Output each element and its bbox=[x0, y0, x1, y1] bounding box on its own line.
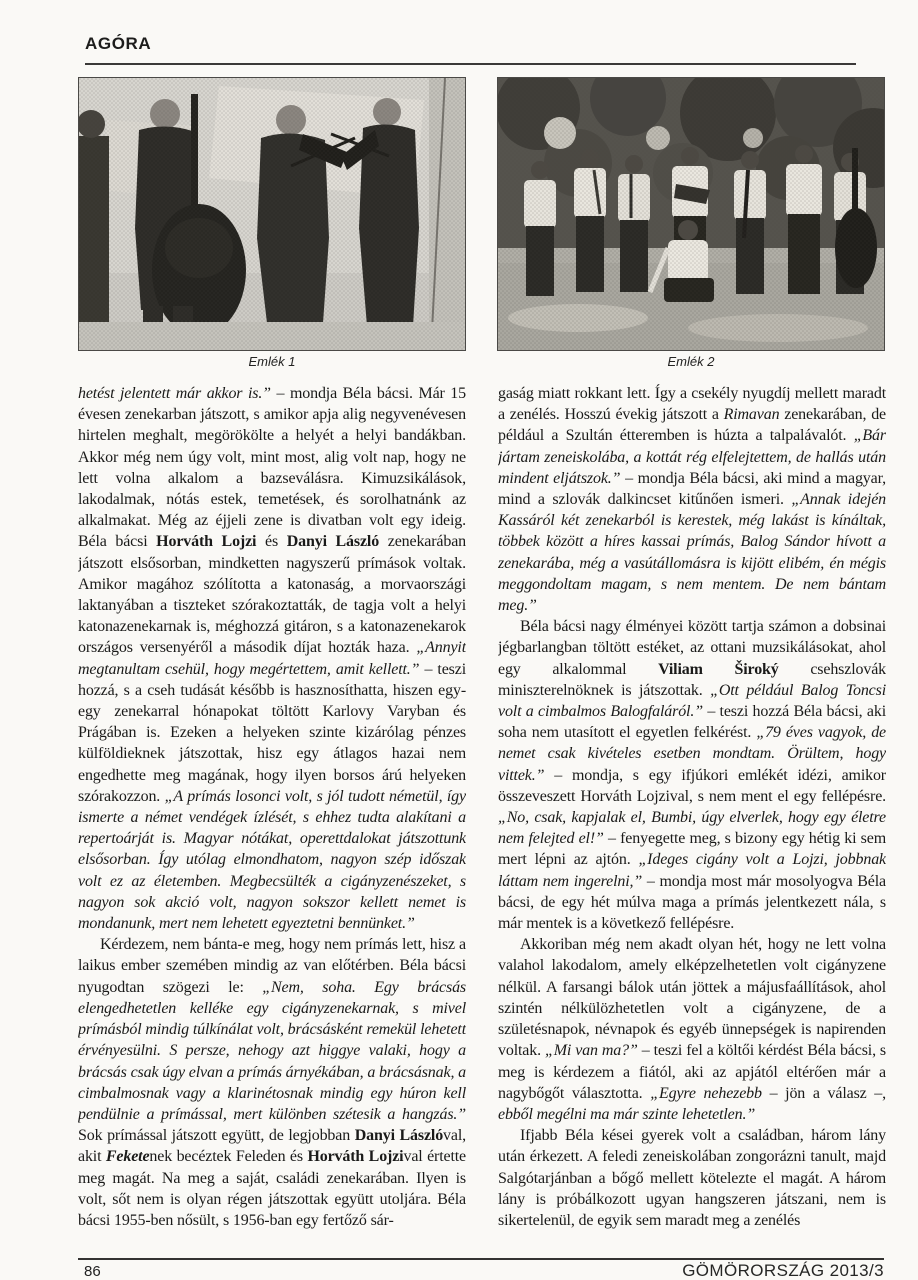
text-segment: val értette meg magát. Na meg a saját, családi zenekarában. Ilyen is volt, sőt nem is olyan régen játszottak együtt utoljára. Béla bácsi 1955-ben nősült, s 1956-ban egy fertőző sár- bbox=[78, 1148, 466, 1229]
text-segment: – fenyegette meg, s bizony egy hétig ki sem mert lépni az ajtón. bbox=[498, 830, 886, 869]
text-segment: Viliam Široký bbox=[658, 660, 779, 678]
text-segment: gaság miatt rokkant lett. Így a csekély nyugdíj mellett maradt a zenélés. Hosszú évekig játszott a bbox=[498, 385, 886, 424]
text-segment: Danyi László bbox=[286, 533, 380, 551]
text-segment: nek becéztek Feleden és bbox=[149, 1148, 308, 1166]
text-segment: Fekete bbox=[105, 1148, 150, 1166]
text-segment: „Ott például Balog Toncsi volt a cimbalmos Balogfaláról.” bbox=[498, 681, 886, 721]
article-body bbox=[78, 383, 886, 1259]
paragraph bbox=[498, 1125, 886, 1231]
text-segment: „Egyre nehezebb bbox=[650, 1084, 762, 1102]
text-segment: „Annyit megtanultam csehül, hogy megértettem, amit kellett.” bbox=[78, 639, 466, 678]
paragraph bbox=[78, 934, 466, 1231]
paragraph bbox=[78, 383, 466, 934]
text-segment: „Nem, soha. Egy brácsás elengedhetetlen kelléke egy cigányzenekarnak, s mivel prímásból mindig túlkínálat volt, brácsásként remekül lehetett érvényesülni. S persze, nehogy azt higgye valaki, hogy a brácsás csak úgy elvan a prímás árnyékában, a brácsásnak, a cimbalmosnak vagy a klarinétosnak mindig egy húron kell pendülnie a prímással, mert különben szétesik a hangzás.” bbox=[78, 978, 466, 1123]
text-segment: Horváth Lojzi bbox=[156, 533, 257, 551]
page-number: 86 bbox=[84, 1263, 101, 1280]
text-segment: – jön a válasz –, bbox=[761, 1084, 886, 1102]
paragraph bbox=[498, 616, 886, 934]
header-rule bbox=[85, 63, 856, 65]
text-segment: – mondja Béla bácsi, aki mind a magyar, mind a szlovák dalkincset kitűnően ismeri. bbox=[498, 469, 886, 509]
photo-figure-2 bbox=[497, 77, 885, 369]
photo-figure-1 bbox=[78, 77, 466, 369]
text-segment: – teszi fel a költői kérdést Béla bácsi, s meg is kérdezem a fiától, aki az apjától eltérően már a nagybőgőt választotta. bbox=[498, 1042, 886, 1102]
text-segment: Sok prímással játszott együtt, de legjobban bbox=[78, 1127, 355, 1145]
text-segment: „No, csak, kapjalak el, Bumbi, úgy elverlek, hogy egy életre nem felejted el!” bbox=[498, 809, 886, 848]
text-segment: Danyi László bbox=[354, 1127, 444, 1145]
text-segment: Béla bácsi nagy élményei között tartja számon a dobsinai jégbarlangban töltött estéket, az ottani muzsikálásokat, ahol egy alkalommal bbox=[498, 618, 886, 678]
text-segment: csehszlovák miniszterelnöknek is játszottak. bbox=[498, 660, 886, 699]
text-segment: „Ideges cigány volt a Lojzi, jobbnak láttam nem ingerelni,” bbox=[498, 851, 886, 890]
text-segment: Rimavan bbox=[723, 406, 780, 424]
text-segment: Horváth Lojzi bbox=[307, 1148, 404, 1166]
text-segment: „Annak idején Kassáról két zenekarból is kerestek, még lakást is kínáltak, többek között a híres kassai prímás, Balog Sándor hívott a zenekarába, még a vasútállomásra is kijött elibém, én mégis meggondoltam magam, s nem mentem. De nem bántam meg.” bbox=[498, 491, 886, 615]
text-column-left bbox=[78, 383, 466, 1259]
photo-caption-1: Emlék 1 bbox=[248, 354, 296, 369]
text-segment: „79 éves vagyok, de nemet csak kivételes esetben mondtam. Örültem, hogy vittek.” bbox=[498, 724, 886, 784]
text-segment: – teszi hozzá Béla bácsi, aki soha nem utasított el egyetlen felkérést. bbox=[498, 703, 886, 742]
text-segment: – mondja, s egy ifjúkori emlékét idézi, amikor összeveszett Horváth Lojzival, s nem ment el egy fellépésre. bbox=[498, 766, 886, 805]
text-segment: – mondja most már mosolyogva Béla bácsi, de egy hét múlva maga a prímás jelentkezett nála, s már mentek is a következő fellépésre. bbox=[498, 872, 886, 933]
footer-rule bbox=[78, 1258, 884, 1260]
text-segment: val, akit bbox=[78, 1127, 466, 1166]
paragraph bbox=[498, 383, 886, 616]
text-segment: ebből megélni ma már szinte lehetetlen.” bbox=[498, 1105, 756, 1123]
text-segment: és bbox=[256, 533, 287, 551]
text-segment: „A prímás losonci volt, s jól tudott németül, így ismerte a német vendégek ízlését, s ehhez tudta alakítani a repertoárját is. Magyar nótákat, operettdalokat játszottunk elsősorban. Így utólag elmondhatom, nagyon szép időszak volt ez az életemben. Megbecsülték a cigányzenészeket, s nagyon sok akció volt, nagyon sokszor kellett nemet is mondanunk, mert nem lehetett egyeztetni bennünket.” bbox=[78, 787, 466, 933]
text-segment: zenekarában, de például a Szultán étteremben is húzta a talpalávalót. bbox=[498, 406, 886, 445]
text-segment: hetést jelentett már akkor is.” bbox=[78, 385, 277, 402]
text-segment: Kérdezem, nem bánta-e meg, hogy nem prímás lett, hisz a laikus ember szemében mindig az van előtérben. Béla bácsi nyugodtan szögezi le: bbox=[78, 936, 466, 996]
text-segment: Ifjabb Béla kései gyerek volt a családban, három lány után érkezett. A feledi zeneiskolában zongorázni tanult, majd Salgótarjánban a bőgő mellett kötelezte el magát. A három lány is próbálkozott ugyan hangszeren játszani, nem is sikertelenül, de egyik sem maradt meg a zenélés bbox=[498, 1127, 886, 1229]
text-segment: „Bár jártam zeneiskolába, a kottát rég elfelejtettem, de hallás után mindent eljátszok.” bbox=[498, 427, 886, 487]
text-column-right bbox=[498, 383, 886, 1259]
text-segment: – teszi hozzá, s a cseh tudását később is hasznosíthatta, hiszen egy-egy zenekarral hónapokat töltött Karlovy Varyban és Prágában is. Ezeken a helyeken szinte kizárólag pénzes külföldieknek játszottak, hisz egy átlagos hazai nem engedhette meg magának, hogy ilyen borsos árú helyeken szórakozzon. bbox=[78, 660, 466, 805]
section-title: AGÓRA bbox=[85, 34, 152, 53]
text-segment: „Mi van ma?” bbox=[544, 1042, 638, 1060]
band-photo-2 bbox=[497, 77, 885, 351]
paragraph bbox=[498, 934, 886, 1125]
journal-title: GÖMÖRORSZÁG 2013/3 bbox=[682, 1261, 884, 1280]
band-photo-1 bbox=[78, 77, 466, 351]
text-segment: – mondja Béla bácsi. Már 15 évesen zenekarban játszott, s amikor apja alig negyvenévesen hirtelen meghalt, megörökölte a helyét a helyi bandákban. Akkor még nem úgy volt, mint most, alig volt nap, hogy ne lett volna alkalom a bazseválásra. Kimuzsikálások, lakodalmak, nótás estek, temetések, és sorolhatnánk az alkalmakat. Még az éjjeli zene is divatban volt egy ideig. Béla bácsi bbox=[78, 385, 466, 551]
photo-caption-2: Emlék 2 bbox=[667, 354, 715, 369]
text-segment: zenekarában játszott elsősorban, mindketten nagyszerű prímások voltak. Amikor magához szólította a katonaság, a morvaországi laktanyában a tiszteket szórakoztatták, de tagja volt a helyi katonazenekarnak is, méghozzá gitáron, s a katonazenekarok országos versenyéről a második díjat hozták haza. bbox=[78, 533, 466, 657]
text-segment: Akkoriban még nem akadt olyan hét, hogy ne lett volna valahol lakodalom, amely elképzelhetetlen volt cigányzene nélkül. A farsangi bálok után jöttek a májusfaállítások, ahol szintén nélkülözhetetlen volt a cigányzene, de a születésnapok, névnapok és egyéb ünnepségek is napirenden voltak. bbox=[498, 936, 886, 1060]
